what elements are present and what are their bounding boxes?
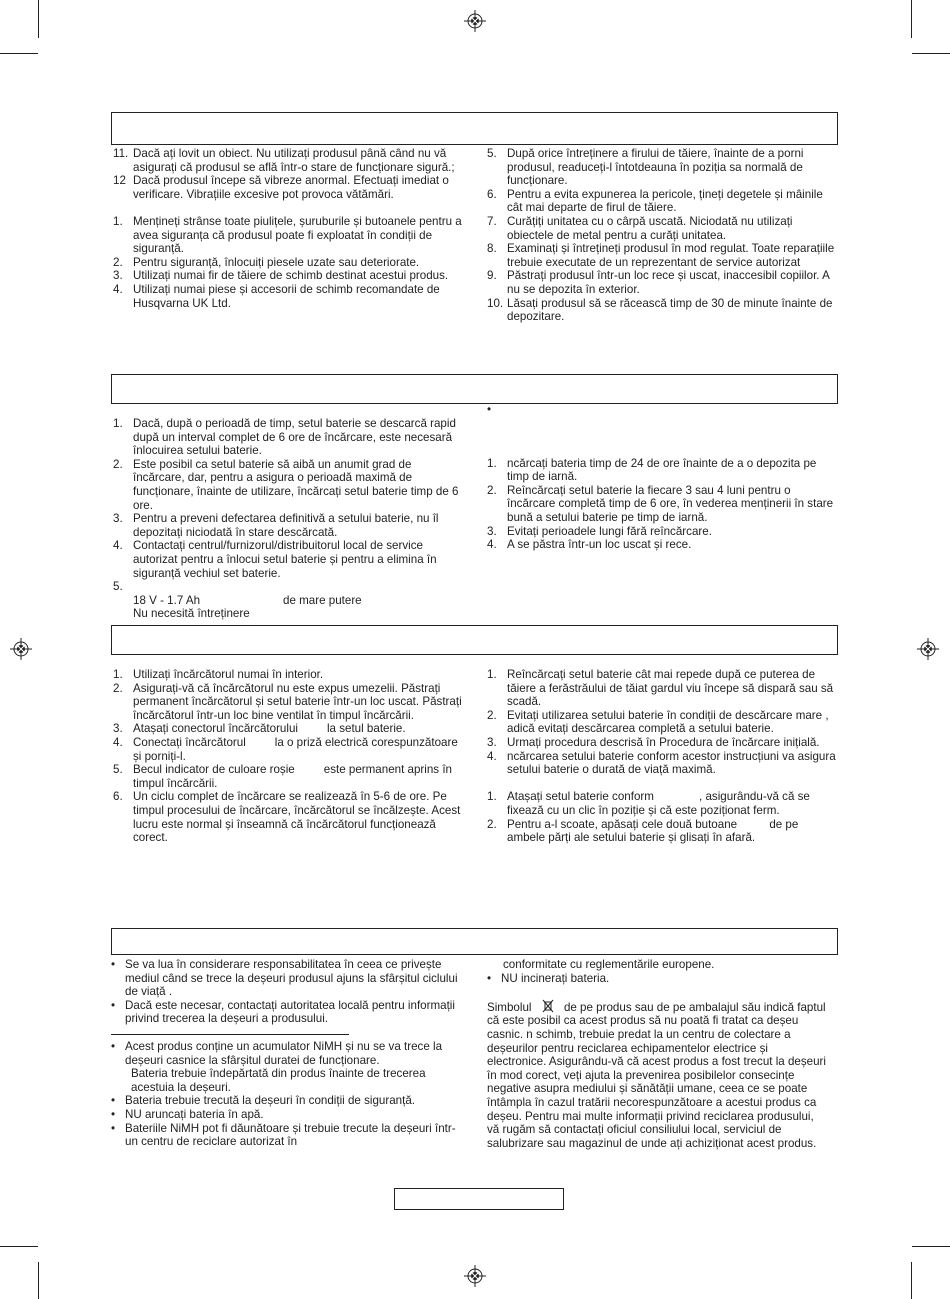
list-item: 1. Reîncărcați setul baterie cât mai repede după ce puterea de tăiere a ferăstrăului de tăiat gardul viu începe să dispară sau să scadă. <box>487 668 834 709</box>
indented-note: Bateria trebuie îndepărtată din produs înainte de trecerea acestuia la deșeuri. <box>131 1067 426 1094</box>
weee-paragraph: Simbolul de pe produs sau de pe ambalajul său indică faptul că este posibil ca acest produs să nu poată fi tratat ca deșeu casnic. n schimb, trebuie predat la un centru de colectare a deșeurilor pentru reciclarea echipamentelor electrice și electronice. Asigurându-vă că acest produs a fost trecut la deșeuri în mod corect, veți ajuta la prevenirea posibilelor consecințe negative asupra mediului și sănătății umane, ceea ce se poate întâmpla în cazul tratării necorespunzătoare a acestui produs ca deșeu. Pentru mai multe informații privind reciclarea produsului, vă rugăm să contactați oficiul consiliului local, serviciul de salubrizare sau magazinul de unde ați achiziționat acest produs. <box>487 1000 826 1150</box>
list-item: 12 Dacă produsul începe să vibreze anormal. Efectuați imediat o verificare. Vibrațiile excesive pot provoca vătămări. <box>113 174 449 201</box>
section1-left-column <box>113 147 463 310</box>
list-item: 11. Dacă ați lovit un obiect. Nu utilizați produsul până când nu vă asigurați că produsul se află într-o stare de funcționare sigură.; <box>113 147 455 174</box>
list-item: 1. Mențineți strânse toate piulițele, șuruburile și butoanele pentru a avea siguranța că produsul poate fi exploatat în condiții de siguranță. <box>113 214 462 256</box>
list-item: 5. Becul indicator de culoare roșie este permanent aprins în timpul încărcării. <box>113 763 456 790</box>
bullet-item: • Acest produs conține un acumulator NiMH și nu se va trece la deșeuri casnice la sfârșitul duratei de funcționare. <box>111 1039 443 1067</box>
section1-right-column <box>487 147 837 324</box>
list-item: 4. Conectați încărcătorul la o priză electrică corespunzătoare și porniți-l. <box>113 735 462 763</box>
list-item: 3. Pentru a preveni defectarea definitivă a setului baterie, nu îl depozitați niciodată în stare descărcată. <box>113 512 439 539</box>
registration-mark-icon <box>10 638 32 660</box>
bullet-item: • Dacă este necesar, contactați autoritatea locală pentru informații privind trecerea la deșeuri a produsului. <box>111 998 455 1026</box>
section3-right-column <box>487 668 839 845</box>
continued-text: conformitate cu reglementările europene. <box>503 958 715 971</box>
list-item: 4. ncărcarea setului baterie conform acestor instrucțiuni va asigura setului baterie o durată de viață maximă. <box>487 749 836 777</box>
separator-line <box>111 1034 349 1035</box>
list-item: 9. Păstrați produsul într-un loc rece și uscat, inaccesibil copiilor. A nu se depozita în exterior. <box>487 269 830 296</box>
registration-mark-icon <box>464 1265 486 1287</box>
section-header-box <box>111 112 838 145</box>
list-item: 7. Curățiți unitatea cu o cârpă uscată. Niciodată nu utilizați obiectele de metal pentru a curăți unitatea. <box>487 214 793 242</box>
list-item: 5. După orice întreținere a firului de tăiere, înainte de a porni produsul, readuceți-l întotdeauna în poziția sa normală de funcționare. <box>487 147 804 188</box>
bullet-item: • NU aruncați bateria în apă. <box>111 1107 264 1121</box>
bullet-item: • NU incinerați bateria. <box>487 971 610 985</box>
list-item: 10. Lăsați produsul să se răcească timp de 30 de minute înainte de depozitare. <box>487 296 833 324</box>
section4-right-column <box>487 958 829 1150</box>
list-item: 2. Pentru a-l scoate, apăsați cele două butoane de pe ambele părți ale setului baterie și glisați în afară. <box>487 817 802 845</box>
list-item: 4. Contactați centrul/furnizorul/distribuitorul local de service autorizat pentru a înlocui setul baterie și pentru a elimina în siguranță vechiul set baterie. <box>113 539 437 580</box>
crossed-bin-icon <box>541 999 555 1013</box>
battery-spec: 18 V - 1.7 Ah de mare putere <box>133 593 362 607</box>
section2-left-column <box>113 417 463 621</box>
bullet-mark: • <box>487 403 492 416</box>
list-item: 6. Pentru a evita expunerea la pericole, țineți degetele și mâinile cât mai departe de firul de tăiere. <box>487 187 823 215</box>
bullet-item: • Bateria trebuie trecută la deșeuri în condiții de siguranță. <box>111 1094 416 1108</box>
list-item: 2. Evitați utilizarea setului baterie în condiții de descărcare mare , adică evitați descărcarea completă a setului baterie. <box>487 708 829 736</box>
list-item: 3. Utilizați numai fir de tăiere de schimb destinat acestui produs. <box>113 269 449 283</box>
crop-mark <box>911 0 912 38</box>
crop-mark <box>912 53 950 54</box>
section-header-box <box>111 928 838 955</box>
list-item: 2. Asigurați-vă că încărcătorul nu este expus umezelii. Păstrați permanent încărcătorul și setul baterie într-un loc uscat. Păstrați încărcătorul într-un loc bine ventilat în timpul încărcării. <box>113 681 462 722</box>
list-item: 2. Este posibil ca setul baterie să aibă un anumit grad de încărcare, dar, pentru a asigura o perioadă maximă de funcționare, înainte de utilizare, încărcați setul baterie timp de 6 ore. <box>113 457 459 512</box>
crop-mark <box>0 53 38 54</box>
list-item: 1. Dacă, după o perioadă de timp, setul baterie se descarcă rapid după un interval complet de 6 ore de încărcare, este necesară înlocuirea setului baterie. <box>113 417 456 458</box>
registration-mark-icon <box>464 10 486 32</box>
list-item: 6. Un ciclu complet de încărcare se realizează în 5-6 de ore. Pe timpul procesului de încărcare, încărcătorul se încălzește. Acest lucru este normal și înseamnă că încărcătorul funcționează corect. <box>113 790 461 845</box>
bullet-item: • Bateriile NiMH pot fi dăunătoare și trebuie trecute la deșeuri într-un centru de reciclare autorizat în <box>111 1121 456 1149</box>
section3-left-column <box>113 668 463 845</box>
section4-left-column <box>111 958 461 1149</box>
list-item: 5. <box>113 580 123 594</box>
registration-mark-icon <box>917 638 939 660</box>
section-header-box <box>111 625 838 655</box>
section-header-box <box>111 374 838 404</box>
list-item: 4. A se păstra într-un loc uscat și rece. <box>487 538 692 552</box>
list-item: 3. Evitați perioadele lungi fără reîncărcare. <box>487 524 712 538</box>
crop-mark <box>38 1262 39 1299</box>
page-number-box <box>394 1188 564 1210</box>
list-item: 8. Examinați și întrețineți produsul în mod regulat. Toate reparațiile trebuie executate de un reprezentant de service autorizat <box>487 242 835 269</box>
crop-mark <box>912 1246 950 1247</box>
bullet-item: • Se va lua în considerare responsabilitatea în ceea ce privește mediul când se trece la deșeuri produsul ajuns la sfârșitul ciclului de viață . <box>111 958 458 999</box>
list-item: 1. ncărcați bateria timp de 24 de ore înainte de a o depozita pe timp de iarnă. <box>487 456 817 484</box>
list-item: 2. Reîncărcați setul baterie la fiecare 3 sau 4 luni pentru o încărcare completă timp de 6 ore, în vederea menținerii în stare bună a setului baterie pe timp de iarnă. <box>487 483 834 524</box>
list-item: 1. Atașați setul baterie conform , asigurându-vă că se fixează cu un clic în poziție și că este poziționat ferm. <box>487 790 814 817</box>
section2-right-column <box>487 403 837 552</box>
list-item: 3. Urmați procedura descrisă în Procedura de încărcare inițială. <box>487 735 820 749</box>
list-item: 4. Utilizați numai piese și accesorii de schimb recomandate de Husqvarna UK Ltd. <box>113 282 440 310</box>
crop-mark <box>911 1262 912 1299</box>
list-item: 2. Pentru siguranță, înlocuiți piesele uzate sau deteriorate. <box>113 255 420 269</box>
list-item: 3. Atașați conectorul încărcătorului la setul baterie. <box>113 722 406 736</box>
list-item: 1. Utilizați încărcătorul numai în interior. <box>113 668 324 681</box>
crop-mark <box>38 0 39 38</box>
crop-mark <box>0 1246 38 1247</box>
battery-maintenance-note: Nu necesită întreținere <box>133 607 250 621</box>
